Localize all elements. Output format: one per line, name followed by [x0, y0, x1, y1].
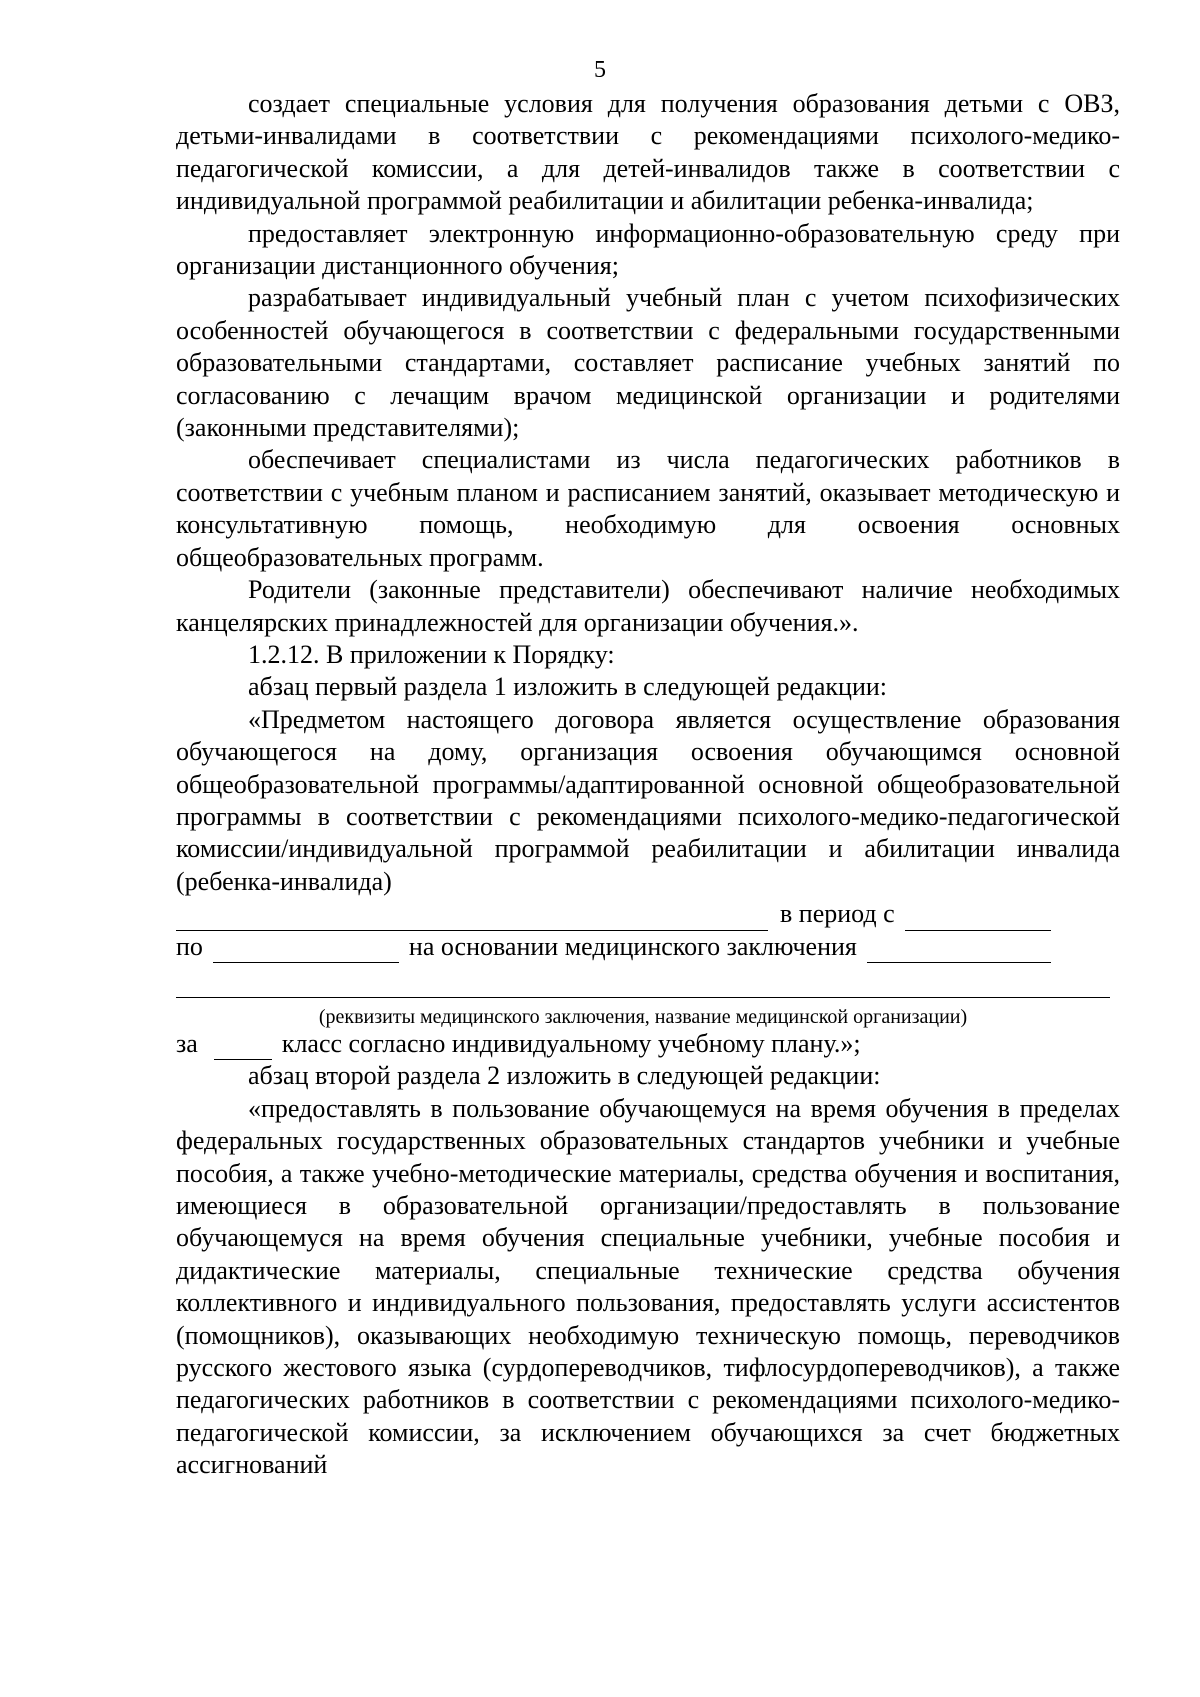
- blank-field-date-from: [905, 904, 1051, 931]
- paragraph-section-2-instruction: абзац второй раздела 2 изложить в следующей редакции:: [248, 1061, 881, 1091]
- paragraph-special-conditions: создает специальные условия для получения образования детьми с ОВЗ, детьми-инвалидами в соответствии с рекомендациями психолого-медико-педагогической комиссии, а для детей-инвалидов также в соответствии с индивидуальной программой реабилитации и абилитации ребенка-инвалида;: [176, 89, 1120, 216]
- form-line-dates: [176, 931, 1120, 963]
- page-number: 5: [594, 57, 606, 83]
- label-grade-suffix: класс согласно индивидуальному учебному плану.»;: [281, 1028, 861, 1058]
- blank-field-date-to: [213, 936, 399, 963]
- paragraph-individual-plan: разрабатывает индивидуальный учебный план с учетом психофизических особенностей обучающегося в соответствии с федеральными государственными образовательными стандартами, составляет расписание учебных занятий по согласованию с лечащим врачом медицинской организации и родителями (законными представителями);: [176, 283, 1120, 443]
- blank-field-medical-report: [867, 936, 1051, 963]
- document-body: [176, 88, 1120, 1482]
- paragraph-clause-1-2-12: 1.2.12. В приложении к Порядку:: [248, 639, 615, 669]
- paragraph-electronic-environment: предоставляет электронную информационно-образовательную среду при организации дистанционного обучения;: [176, 218, 1120, 281]
- form-line-grade: [176, 1028, 1120, 1060]
- blank-field-report-details: [176, 997, 1110, 998]
- paragraph-specialists: обеспечивает специалистами из числа педагогических работников в соответствии с учебным планом и расписанием занятий, оказывает методическую и консультативную помощь, необходимую для освоения основных общеобразовательных программ.: [176, 445, 1120, 572]
- caption-report-details: (реквизиты медицинского заключения, название медицинской организации): [318, 1005, 968, 1028]
- paragraph-provide-materials: «предоставлять в пользование обучающемуся на время обучения в пределах федеральных государственных образовательных стандартов учебники и учебные пособия, а также учебно-методические материалы, средства обучения и воспитания, имеющиеся в образовательной организации/предоставлять в пользование обучающемуся на время обучения специальные учебники, учебные пособия и дидактические материалы, специальные технические средства обучения коллективного и индивидуального пользования, предоставлять услуги ассистентов (помощников), оказывающих необходимую техническую помощь, переводчиков русского жестового языка (сурдопереводчиков, тифлосурдопереводчиков), а также педагогических работников в соответствии с рекомендациями психолого-медико-педагогической комиссии, за исключением обучающихся за счет бюджетных ассигнований: [176, 1093, 1120, 1480]
- label-to: по: [176, 931, 203, 961]
- paragraph-contract-subject: «Предметом настоящего договора является осуществление образования обучающегося на дому, организация освоения обучающимся основной общеобразовательной программы/адаптированной основной общеобразовательной программы в соответствии с рекомендациями психолого-медико-педагогической комиссии/индивидуальной программой реабилитации и абилитации инвалида (ребенка-инвалида): [176, 704, 1120, 896]
- label-based-on: на основании медицинского заключения: [408, 931, 857, 961]
- blank-field-student: [176, 904, 768, 931]
- blank-field-grade: [214, 1033, 272, 1060]
- paragraph-section-1-instruction: абзац первый раздела 1 изложить в следующей редакции:: [248, 672, 888, 702]
- label-grade-prefix: за: [176, 1028, 198, 1058]
- form-line-period: [176, 898, 1120, 930]
- label-period-from: в период с: [780, 899, 895, 929]
- paragraph-parents: Родители (законные представители) обеспечивают наличие необходимых канцелярских принадлежностей для организации обучения.».: [176, 575, 1120, 637]
